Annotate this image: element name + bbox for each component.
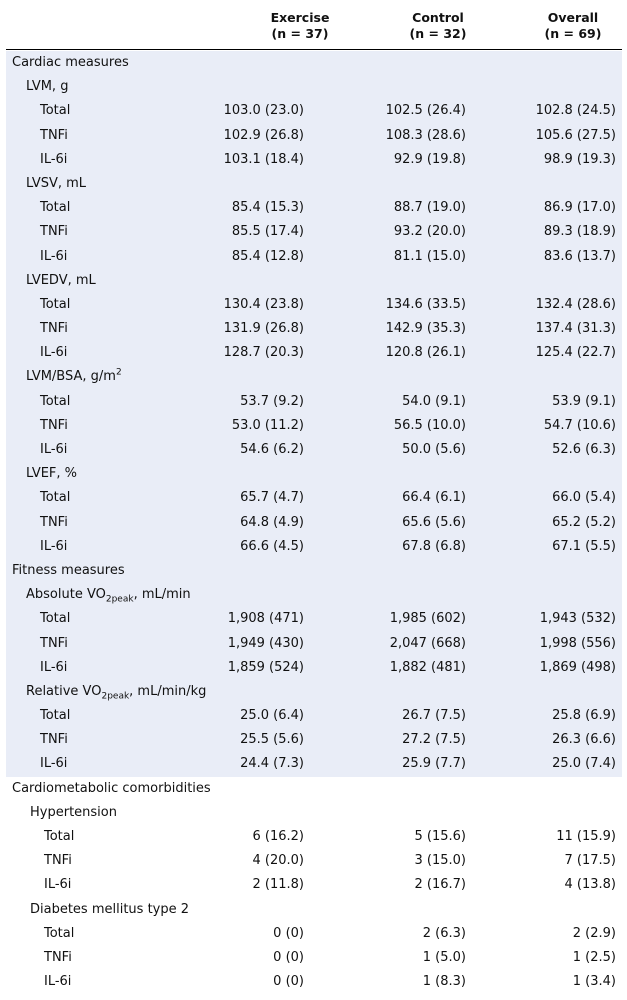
group-label: Absolute $VO_{2peak}$, mL/min [26,587,191,605]
table-row [6,946,622,970]
value-exercise: 0 (0) [273,974,304,990]
group-row [6,365,622,389]
value-control: 142.9 (35.3) [385,321,466,337]
table-row [6,704,622,728]
value-overall: 83.6 (13.7) [543,248,616,264]
value-control: 65.6 (5.6) [402,514,466,530]
group-label: Relative $VO_{2peak}$, mL/min/kg [26,683,207,702]
table-row [6,656,622,680]
table-row [6,414,622,438]
value-overall: 26.3 (6.6) [552,732,616,748]
group-label: LVM/BSA, $g/m^2$ [26,368,122,385]
value-overall: 25.8 (6.9) [552,708,616,724]
value-exercise: 4 (20.0) [252,853,304,869]
value-exercise: 131.9 (26.8) [223,321,304,337]
value-exercise: 0 (0) [273,949,304,965]
row-label: TNFi [40,127,68,143]
value-overall: 66.0 (5.4) [552,490,616,506]
value-overall: 53.9 (9.1) [552,393,616,409]
table-row [6,341,622,365]
row-label: Total [40,296,71,312]
value-overall: 67.1 (5.5) [552,538,616,554]
table-row [6,245,622,269]
value-overall: 1 (3.4) [572,974,616,990]
group-row [6,680,622,704]
value-control: 2 (6.3) [422,925,466,941]
row-label: IL-6i [40,248,68,264]
row-label: TNFi [40,514,68,530]
value-control: 1 (5.0) [422,949,466,965]
value-control: 1,985 (602) [389,611,466,627]
value-overall: 54.7 (10.6) [543,417,616,433]
value-control: 3 (15.0) [414,853,466,869]
value-overall: 132.4 (28.6) [535,296,616,312]
table-row [6,607,622,631]
value-exercise: 24.4 (7.3) [240,756,304,772]
value-control: 102.5 (26.4) [385,103,466,119]
value-exercise: 1,949 (430) [227,635,304,651]
value-overall: 86.9 (17.0) [543,200,616,216]
group-label: Diabetes mellitus type 2 [30,901,190,917]
group-label: LVEF, % [26,466,78,482]
value-exercise: 66.6 (4.5) [240,538,304,554]
table-row [6,148,622,172]
table-row [6,873,622,897]
row-label: Total [44,925,75,941]
table-row [6,535,622,559]
group-label: LVEDV, mL [26,272,96,288]
table-header [0,0,627,50]
header-rule [6,49,622,50]
section-label: Fitness measures [12,562,125,578]
value-overall: 1 (2.5) [572,949,616,965]
value-control: 88.7 (19.0) [393,200,466,216]
table-row [6,220,622,244]
table-row [6,922,622,946]
row-label: TNFi [40,224,68,240]
table-row [6,849,622,873]
value-exercise: 85.4 (12.8) [231,248,304,264]
value-exercise: 85.5 (17.4) [231,224,304,240]
row-label: TNFi [40,321,68,337]
section-label: Cardiometabolic comorbidities [12,780,211,796]
value-control: 5 (15.6) [414,829,466,844]
table-row [6,728,622,752]
group-row [6,462,622,486]
row-label: Total [44,829,75,844]
value-overall: 105.6 (27.5) [535,127,616,143]
column-header-overall [523,10,623,42]
table-row [6,124,622,148]
group-label: LVM, g [26,79,69,95]
column-header-overall-name: Overall [547,10,599,25]
section-row [6,51,622,75]
table-row [6,196,622,220]
row-label: IL-6i [44,877,72,893]
value-control: 25.9 (7.7) [402,756,466,772]
value-overall: 11 (15.9) [556,829,616,844]
value-control: 120.8 (26.1) [385,345,466,361]
table-row [6,511,622,535]
value-exercise: 64.8 (4.9) [240,514,304,530]
value-exercise: 2 (11.8) [252,877,304,893]
table-row [6,390,622,414]
row-label: TNFi [40,635,68,651]
value-exercise: 85.4 (15.3) [231,200,304,216]
group-label-superscript: 2 [115,368,122,379]
value-exercise: 25.5 (5.6) [240,732,304,748]
value-overall: 1,869 (498) [539,659,616,675]
section-label: Cardiac measures [12,55,129,70]
value-overall: 137.4 (31.3) [535,321,616,337]
value-overall: 1,943 (532) [539,611,616,627]
row-label: Total [40,103,71,119]
value-overall: 7 (17.5) [564,853,616,869]
value-overall: 52.6 (6.3) [552,442,616,457]
row-label: TNFi [40,417,68,433]
value-exercise: 53.7 (9.2) [240,393,304,409]
table-row [6,438,622,462]
value-control: 92.9 (19.8) [393,151,466,167]
row-label: IL-6i [40,659,68,675]
column-header-exercise-n: (n = 37) [271,26,329,41]
row-label: Total [40,490,71,506]
value-exercise: 1,908 (471) [227,611,304,627]
section-row [6,777,622,801]
table-row [6,317,622,341]
section-row [6,559,622,583]
value-overall: 102.8 (24.5) [535,103,616,119]
column-header-control-n: (n = 32) [409,26,467,41]
value-control: 67.8 (6.8) [402,538,466,554]
row-label: TNFi [40,732,68,748]
row-label: TNFi [44,853,72,869]
value-overall: 125.4 (22.7) [535,345,616,361]
row-label: Total [40,393,71,409]
value-exercise: 103.1 (18.4) [223,151,304,167]
value-control: 50.0 (5.6) [402,442,466,457]
value-overall: 25.0 (7.4) [552,756,616,772]
value-exercise: 53.0 (11.2) [231,417,304,433]
value-control: 93.2 (20.0) [393,224,466,240]
group-row [6,583,622,607]
row-label: TNFi [44,949,72,965]
value-exercise: 1,859 (524) [227,659,304,675]
value-control: 27.2 (7.5) [402,732,466,748]
value-overall: 89.3 (18.9) [543,224,616,240]
group-label-subscript: 2peak [105,594,134,605]
column-header-overall-n: (n = 69) [544,26,602,41]
value-control: 2 (16.7) [414,877,466,893]
row-label: IL-6i [40,345,68,361]
value-overall: 1,998 (556) [539,635,616,651]
group-label: Hypertension [30,804,117,820]
value-control: 54.0 (9.1) [402,393,466,409]
row-label: IL-6i [40,151,68,167]
value-control: 108.3 (28.6) [385,127,466,143]
table-body [6,51,622,994]
row-label: Total [40,708,71,724]
group-label: LVSV, mL [26,175,87,191]
group-label-subscript: 2peak [101,691,130,702]
value-control: 1,882 (481) [389,659,466,675]
value-exercise: 102.9 (26.8) [223,127,304,143]
value-exercise: 103.0 (23.0) [223,103,304,119]
value-control: 2,047 (668) [389,635,466,651]
table-row [6,486,622,510]
column-header-exercise [250,10,350,42]
group-row [6,898,622,922]
group-row [6,801,622,825]
row-label: IL-6i [40,756,68,772]
value-overall: 65.2 (5.2) [552,514,616,530]
value-control: 66.4 (6.1) [402,490,466,506]
column-header-control [388,10,488,42]
group-row [6,75,622,99]
table-row [6,99,622,123]
value-control: 26.7 (7.5) [402,708,466,724]
value-overall: 4 (13.8) [564,877,616,893]
value-control: 81.1 (15.0) [393,248,466,264]
value-exercise: 25.0 (6.4) [240,708,304,724]
group-row [6,269,622,293]
value-exercise: 130.4 (23.8) [223,296,304,312]
value-control: 1 (8.3) [422,974,466,990]
value-exercise: 6 (16.2) [252,829,304,844]
value-overall: 98.9 (19.3) [543,151,616,167]
value-overall: 2 (2.9) [572,925,616,941]
row-label: IL-6i [40,538,68,554]
value-exercise: 54.6 (6.2) [240,442,304,457]
column-header-exercise-name: Exercise [270,10,330,25]
table-row [6,970,622,994]
value-control: 56.5 (10.0) [393,417,466,433]
column-header-control-name: Control [412,10,464,25]
table-row [6,752,622,776]
table-row [6,293,622,317]
row-label: IL-6i [44,974,72,990]
table-row [6,825,622,849]
row-label: Total [40,611,71,627]
value-control: 134.6 (33.5) [385,296,466,312]
group-row [6,172,622,196]
row-label: IL-6i [40,442,68,457]
row-label: Total [40,200,71,216]
table-row [6,632,622,656]
value-exercise: 0 (0) [273,925,304,941]
value-exercise: 128.7 (20.3) [223,345,304,361]
value-exercise: 65.7 (4.7) [240,490,304,506]
